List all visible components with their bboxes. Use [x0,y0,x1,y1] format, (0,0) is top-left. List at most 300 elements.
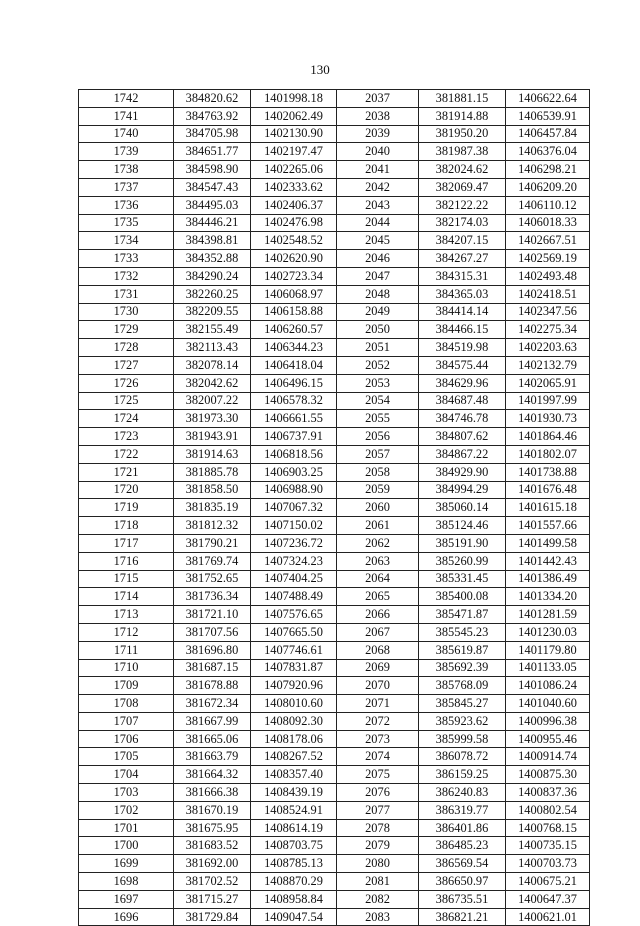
table-row [79,463,590,481]
x-coordinate-cell: 381914.88 [419,107,506,125]
point-number-cell: 2075 [337,766,419,784]
point-number-cell: 1725 [79,392,174,410]
y-coordinate-cell: 1401676.48 [506,481,590,499]
point-number-cell: 2050 [337,321,419,339]
x-coordinate-cell: 381683.52 [174,837,251,855]
x-coordinate-cell: 386650.97 [419,873,506,891]
y-coordinate-cell: 1406496.15 [251,374,337,392]
point-number-cell: 2080 [337,855,419,873]
y-coordinate-cell: 1406110.12 [506,196,590,214]
y-coordinate-cell: 1401499.58 [506,534,590,552]
y-coordinate-cell: 1402723.34 [251,267,337,285]
x-coordinate-cell: 384414.14 [419,303,506,321]
x-coordinate-cell: 385260.99 [419,552,506,570]
table-row [79,855,590,873]
point-number-cell: 2081 [337,873,419,891]
x-coordinate-cell: 381987.38 [419,143,506,161]
table-row [79,570,590,588]
x-coordinate-cell: 384651.77 [174,143,251,161]
table-row [79,410,590,428]
table-row [79,873,590,891]
x-coordinate-cell: 382209.55 [174,303,251,321]
y-coordinate-cell: 1400675.21 [506,873,590,891]
x-coordinate-cell: 384867.22 [419,445,506,463]
x-coordinate-cell: 381950.20 [419,125,506,143]
y-coordinate-cell: 1401997.99 [506,392,590,410]
y-coordinate-cell: 1402548.52 [251,232,337,250]
x-coordinate-cell: 381696.80 [174,641,251,659]
x-coordinate-cell: 382024.62 [419,161,506,179]
point-number-cell: 1696 [79,908,174,926]
y-coordinate-cell: 1406903.25 [251,463,337,481]
y-coordinate-cell: 1400837.36 [506,784,590,802]
x-coordinate-cell: 385768.09 [419,677,506,695]
x-coordinate-cell: 381664.32 [174,766,251,784]
y-coordinate-cell: 1407746.61 [251,641,337,659]
x-coordinate-cell: 384466.15 [419,321,506,339]
x-coordinate-cell: 385999.58 [419,730,506,748]
x-coordinate-cell: 386078.72 [419,748,506,766]
y-coordinate-cell: 1406988.90 [251,481,337,499]
point-number-cell: 2067 [337,623,419,641]
y-coordinate-cell: 1407067.32 [251,499,337,517]
y-coordinate-cell: 1401086.24 [506,677,590,695]
point-number-cell: 2068 [337,641,419,659]
y-coordinate-cell: 1402333.62 [251,178,337,196]
table-row [79,890,590,908]
x-coordinate-cell: 381729.84 [174,908,251,926]
point-number-cell: 1742 [79,90,174,108]
y-coordinate-cell: 1402569.19 [506,250,590,268]
y-coordinate-cell: 1406376.04 [506,143,590,161]
y-coordinate-cell: 1402203.63 [506,339,590,357]
point-number-cell: 1698 [79,873,174,891]
point-number-cell: 1704 [79,766,174,784]
table-row [79,374,590,392]
x-coordinate-cell: 384598.90 [174,161,251,179]
point-number-cell: 1732 [79,267,174,285]
x-coordinate-cell: 384807.62 [419,428,506,446]
point-number-cell: 1714 [79,588,174,606]
point-number-cell: 2072 [337,712,419,730]
x-coordinate-cell: 384446.21 [174,214,251,232]
y-coordinate-cell: 1401557.66 [506,517,590,535]
x-coordinate-cell: 381667.99 [174,712,251,730]
y-coordinate-cell: 1400768.15 [506,819,590,837]
y-coordinate-cell: 1400914.74 [506,748,590,766]
x-coordinate-cell: 384352.88 [174,250,251,268]
table-row [79,766,590,784]
x-coordinate-cell: 381670.19 [174,801,251,819]
point-number-cell: 1697 [79,890,174,908]
x-coordinate-cell: 386735.51 [419,890,506,908]
x-coordinate-cell: 381736.34 [174,588,251,606]
point-number-cell: 2061 [337,517,419,535]
y-coordinate-cell: 1402620.90 [251,250,337,268]
y-coordinate-cell: 1406158.88 [251,303,337,321]
point-number-cell: 1718 [79,517,174,535]
x-coordinate-cell: 384495.03 [174,196,251,214]
table-row [79,303,590,321]
point-number-cell: 1702 [79,801,174,819]
x-coordinate-cell: 382069.47 [419,178,506,196]
x-coordinate-cell: 381885.78 [174,463,251,481]
y-coordinate-cell: 1401179.80 [506,641,590,659]
point-number-cell: 1740 [79,125,174,143]
y-coordinate-cell: 1406457.84 [506,125,590,143]
y-coordinate-cell: 1408010.60 [251,695,337,713]
point-number-cell: 2052 [337,356,419,374]
point-number-cell: 1708 [79,695,174,713]
x-coordinate-cell: 381675.95 [174,819,251,837]
y-coordinate-cell: 1408870.29 [251,873,337,891]
x-coordinate-cell: 381812.32 [174,517,251,535]
y-coordinate-cell: 1400955.46 [506,730,590,748]
point-number-cell: 1706 [79,730,174,748]
point-number-cell: 1700 [79,837,174,855]
x-coordinate-cell: 382155.49 [174,321,251,339]
x-coordinate-cell: 385845.27 [419,695,506,713]
coordinates-table-body [79,90,590,926]
table-row [79,107,590,125]
point-number-cell: 2057 [337,445,419,463]
point-number-cell: 1710 [79,659,174,677]
table-row [79,143,590,161]
point-number-cell: 1713 [79,606,174,624]
point-number-cell: 1703 [79,784,174,802]
x-coordinate-cell: 381666.38 [174,784,251,802]
y-coordinate-cell: 1406661.55 [251,410,337,428]
point-number-cell: 2077 [337,801,419,819]
table-row [79,677,590,695]
y-coordinate-cell: 1408785.13 [251,855,337,873]
table-row [79,392,590,410]
point-number-cell: 2071 [337,695,419,713]
table-row [79,552,590,570]
table-row [79,801,590,819]
point-number-cell: 1720 [79,481,174,499]
table-row [79,819,590,837]
y-coordinate-cell: 1402476.98 [251,214,337,232]
x-coordinate-cell: 384365.03 [419,285,506,303]
y-coordinate-cell: 1407831.87 [251,659,337,677]
point-number-cell: 1730 [79,303,174,321]
y-coordinate-cell: 1408524.91 [251,801,337,819]
x-coordinate-cell: 385331.45 [419,570,506,588]
x-coordinate-cell: 381707.56 [174,623,251,641]
y-coordinate-cell: 1402406.37 [251,196,337,214]
y-coordinate-cell: 1406209.20 [506,178,590,196]
y-coordinate-cell: 1406737.91 [251,428,337,446]
point-number-cell: 2040 [337,143,419,161]
table-row [79,695,590,713]
y-coordinate-cell: 1400703.73 [506,855,590,873]
point-number-cell: 2082 [337,890,419,908]
x-coordinate-cell: 385692.39 [419,659,506,677]
y-coordinate-cell: 1400621.01 [506,908,590,926]
table-row [79,517,590,535]
point-number-cell: 1699 [79,855,174,873]
point-number-cell: 1716 [79,552,174,570]
x-coordinate-cell: 385060.14 [419,499,506,517]
point-number-cell: 1722 [79,445,174,463]
y-coordinate-cell: 1408178.06 [251,730,337,748]
point-number-cell: 2070 [337,677,419,695]
x-coordinate-cell: 381790.21 [174,534,251,552]
y-coordinate-cell: 1400875.30 [506,766,590,784]
y-coordinate-cell: 1408958.84 [251,890,337,908]
point-number-cell: 1711 [79,641,174,659]
y-coordinate-cell: 1407150.02 [251,517,337,535]
y-coordinate-cell: 1407920.96 [251,677,337,695]
y-coordinate-cell: 1408703.75 [251,837,337,855]
x-coordinate-cell: 382078.14 [174,356,251,374]
y-coordinate-cell: 1400996.38 [506,712,590,730]
page-number: 130 [310,62,330,77]
x-coordinate-cell: 381692.00 [174,855,251,873]
x-coordinate-cell: 386485.23 [419,837,506,855]
x-coordinate-cell: 382174.03 [419,214,506,232]
table-row [79,623,590,641]
y-coordinate-cell: 1406260.57 [251,321,337,339]
x-coordinate-cell: 382042.62 [174,374,251,392]
table-row [79,250,590,268]
y-coordinate-cell: 1406539.91 [506,107,590,125]
point-number-cell: 2053 [337,374,419,392]
x-coordinate-cell: 381752.65 [174,570,251,588]
point-number-cell: 2037 [337,90,419,108]
point-number-cell: 2049 [337,303,419,321]
point-number-cell: 1728 [79,339,174,357]
y-coordinate-cell: 1407236.72 [251,534,337,552]
point-number-cell: 1736 [79,196,174,214]
point-number-cell: 2064 [337,570,419,588]
table-row [79,321,590,339]
y-coordinate-cell: 1407404.25 [251,570,337,588]
x-coordinate-cell: 386569.54 [419,855,506,873]
x-coordinate-cell: 382260.25 [174,285,251,303]
y-coordinate-cell: 1401864.46 [506,428,590,446]
point-number-cell: 2039 [337,125,419,143]
y-coordinate-cell: 1401615.18 [506,499,590,517]
x-coordinate-cell: 386319.77 [419,801,506,819]
y-coordinate-cell: 1402062.49 [251,107,337,125]
table-row [79,784,590,802]
point-number-cell: 2059 [337,481,419,499]
y-coordinate-cell: 1406578.32 [251,392,337,410]
point-number-cell: 2047 [337,267,419,285]
x-coordinate-cell: 385471.87 [419,606,506,624]
point-number-cell: 1729 [79,321,174,339]
point-number-cell: 2076 [337,784,419,802]
y-coordinate-cell: 1407324.23 [251,552,337,570]
point-number-cell: 1712 [79,623,174,641]
point-number-cell: 2038 [337,107,419,125]
point-number-cell: 2041 [337,161,419,179]
point-number-cell: 1739 [79,143,174,161]
point-number-cell: 2045 [337,232,419,250]
x-coordinate-cell: 381914.63 [174,445,251,463]
point-number-cell: 1719 [79,499,174,517]
y-coordinate-cell: 1402132.79 [506,356,590,374]
y-coordinate-cell: 1401738.88 [506,463,590,481]
y-coordinate-cell: 1406068.97 [251,285,337,303]
x-coordinate-cell: 384267.27 [419,250,506,268]
point-number-cell: 2066 [337,606,419,624]
x-coordinate-cell: 381835.19 [174,499,251,517]
point-number-cell: 2065 [337,588,419,606]
x-coordinate-cell: 381943.91 [174,428,251,446]
table-row [79,267,590,285]
table-row [79,588,590,606]
x-coordinate-cell: 384519.98 [419,339,506,357]
y-coordinate-cell: 1408092.30 [251,712,337,730]
x-coordinate-cell: 384746.78 [419,410,506,428]
table-row [79,606,590,624]
y-coordinate-cell: 1407665.50 [251,623,337,641]
y-coordinate-cell: 1402265.06 [251,161,337,179]
y-coordinate-cell: 1401930.73 [506,410,590,428]
x-coordinate-cell: 381663.79 [174,748,251,766]
x-coordinate-cell: 381678.88 [174,677,251,695]
x-coordinate-cell: 386240.83 [419,784,506,802]
y-coordinate-cell: 1408267.52 [251,748,337,766]
point-number-cell: 1715 [79,570,174,588]
point-number-cell: 2048 [337,285,419,303]
point-number-cell: 2043 [337,196,419,214]
table-row [79,712,590,730]
point-number-cell: 2054 [337,392,419,410]
y-coordinate-cell: 1402197.47 [251,143,337,161]
point-number-cell: 1734 [79,232,174,250]
x-coordinate-cell: 382122.22 [419,196,506,214]
point-number-cell: 1737 [79,178,174,196]
point-number-cell: 1701 [79,819,174,837]
x-coordinate-cell: 381702.52 [174,873,251,891]
table-row [79,534,590,552]
x-coordinate-cell: 385923.62 [419,712,506,730]
x-coordinate-cell: 384207.15 [419,232,506,250]
point-number-cell: 2055 [337,410,419,428]
y-coordinate-cell: 1401442.43 [506,552,590,570]
x-coordinate-cell: 381715.27 [174,890,251,908]
y-coordinate-cell: 1401230.03 [506,623,590,641]
point-number-cell: 2044 [337,214,419,232]
y-coordinate-cell: 1406344.23 [251,339,337,357]
point-number-cell: 2063 [337,552,419,570]
point-number-cell: 1741 [79,107,174,125]
x-coordinate-cell: 384687.48 [419,392,506,410]
x-coordinate-cell: 386821.21 [419,908,506,926]
x-coordinate-cell: 384994.29 [419,481,506,499]
y-coordinate-cell: 1408357.40 [251,766,337,784]
y-coordinate-cell: 1402130.90 [251,125,337,143]
point-number-cell: 1731 [79,285,174,303]
table-row [79,445,590,463]
x-coordinate-cell: 384315.31 [419,267,506,285]
point-number-cell: 2046 [337,250,419,268]
table-row [79,214,590,232]
point-number-cell: 1733 [79,250,174,268]
point-number-cell: 1707 [79,712,174,730]
table-row [79,90,590,108]
y-coordinate-cell: 1409047.54 [251,908,337,926]
table-row [79,499,590,517]
x-coordinate-cell: 385124.46 [419,517,506,535]
x-coordinate-cell: 384290.24 [174,267,251,285]
x-coordinate-cell: 384929.90 [419,463,506,481]
x-coordinate-cell: 384629.96 [419,374,506,392]
x-coordinate-cell: 381687.15 [174,659,251,677]
table-row [79,641,590,659]
table-row [79,339,590,357]
point-number-cell: 1724 [79,410,174,428]
point-number-cell: 2058 [337,463,419,481]
y-coordinate-cell: 1402347.56 [506,303,590,321]
point-number-cell: 2083 [337,908,419,926]
y-coordinate-cell: 1401802.07 [506,445,590,463]
table-row [79,178,590,196]
point-number-cell: 1717 [79,534,174,552]
y-coordinate-cell: 1401133.05 [506,659,590,677]
table-row [79,481,590,499]
x-coordinate-cell: 381858.50 [174,481,251,499]
x-coordinate-cell: 386159.25 [419,766,506,784]
x-coordinate-cell: 384398.81 [174,232,251,250]
x-coordinate-cell: 384763.92 [174,107,251,125]
y-coordinate-cell: 1401334.20 [506,588,590,606]
y-coordinate-cell: 1406622.64 [506,90,590,108]
table-row [79,232,590,250]
table-row [79,908,590,926]
point-number-cell: 1727 [79,356,174,374]
x-coordinate-cell: 384547.43 [174,178,251,196]
x-coordinate-cell: 385619.87 [419,641,506,659]
x-coordinate-cell: 385191.90 [419,534,506,552]
x-coordinate-cell: 381672.34 [174,695,251,713]
y-coordinate-cell: 1406418.04 [251,356,337,374]
table-row [79,161,590,179]
y-coordinate-cell: 1401998.18 [251,90,337,108]
point-number-cell: 1721 [79,463,174,481]
point-number-cell: 1738 [79,161,174,179]
x-coordinate-cell: 384705.98 [174,125,251,143]
point-number-cell: 2069 [337,659,419,677]
x-coordinate-cell: 381721.10 [174,606,251,624]
point-number-cell: 1723 [79,428,174,446]
x-coordinate-cell: 381769.74 [174,552,251,570]
y-coordinate-cell: 1402418.51 [506,285,590,303]
x-coordinate-cell: 382113.43 [174,339,251,357]
point-number-cell: 2073 [337,730,419,748]
y-coordinate-cell: 1402493.48 [506,267,590,285]
x-coordinate-cell: 381881.15 [419,90,506,108]
x-coordinate-cell: 382007.22 [174,392,251,410]
x-coordinate-cell: 385400.08 [419,588,506,606]
y-coordinate-cell: 1402275.34 [506,321,590,339]
table-row [79,125,590,143]
table-row [79,356,590,374]
point-number-cell: 2062 [337,534,419,552]
y-coordinate-cell: 1406018.33 [506,214,590,232]
point-number-cell: 2074 [337,748,419,766]
y-coordinate-cell: 1408614.19 [251,819,337,837]
point-number-cell: 1735 [79,214,174,232]
point-number-cell: 1705 [79,748,174,766]
y-coordinate-cell: 1402065.91 [506,374,590,392]
y-coordinate-cell: 1400647.37 [506,890,590,908]
table-row [79,730,590,748]
